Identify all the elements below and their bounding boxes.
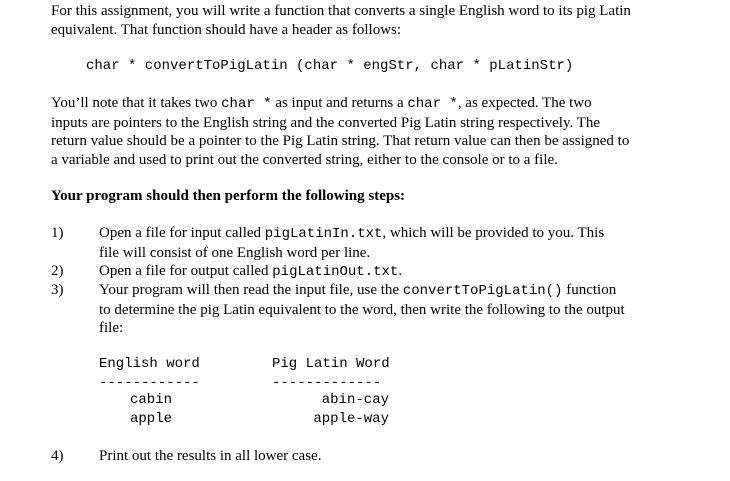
- step-1-text: Open a file for input called pigLatinIn.txt, which will be provided to you. This file will consist of one English word per line.: [99, 225, 605, 261]
- step-2-text: Open a file for output called pigLatinOut.txt.: [99, 263, 403, 280]
- sample-header-piglatin: Pig Latin Word: [272, 356, 390, 372]
- sample-english-word: cabin: [130, 392, 173, 408]
- intro-paragraph: [51, 2, 681, 39]
- note-line-2: inputs are pointers to the English string and the converted Pig Latin string respectively. The: [51, 114, 601, 131]
- step-4-text: Print out the results in all lower case.: [99, 448, 322, 464]
- note-line-1: You’ll note that it takes two char * as input and returns a char *, as expected. The two: [51, 95, 592, 112]
- sample-piglatin-word: apple-way: [313, 411, 389, 427]
- sample-rule-english: ------------: [99, 375, 200, 391]
- step-3-text: Your program will then read the input file, use the convertToPigLatin() function to determine the pig Latin equivalent to the word, then write the following to the output file:: [99, 282, 625, 336]
- inline-code: convertToPigLatin(): [402, 283, 563, 299]
- step-number: 1): [51, 225, 64, 241]
- sample-piglatin-word: abin-cay: [321, 392, 389, 408]
- steps-heading: Your program should then perform the following steps:: [51, 188, 406, 204]
- sample-header-english: English word: [99, 356, 200, 372]
- function-signature: char * convertToPigLatin (char * engStr, char * pLatinStr): [86, 58, 574, 74]
- inline-code: char *: [221, 96, 272, 112]
- note-paragraph: [51, 94, 681, 169]
- sample-english-word: apple: [130, 411, 173, 427]
- inline-code: pigLatinIn.txt: [264, 226, 383, 242]
- inline-code: pigLatinOut.txt: [272, 264, 399, 280]
- sample-rule-piglatin: -------------: [272, 375, 382, 391]
- step-number: 3): [51, 282, 64, 298]
- note-line-3: return value should be a pointer to the Pig Latin string. That return value can then be assigned to: [51, 133, 630, 149]
- step-number: 4): [51, 448, 64, 464]
- inline-code: char *: [407, 96, 458, 112]
- intro-line-1: For this assignment, you will write a function that converts a single English word to its pig Latin: [51, 3, 631, 19]
- note-line-4: a variable and used to print out the converted string, either to the console or to a file.: [51, 151, 558, 168]
- intro-line-2: equivalent. That function should have a header as follows:: [51, 21, 402, 38]
- step-number: 2): [51, 263, 64, 279]
